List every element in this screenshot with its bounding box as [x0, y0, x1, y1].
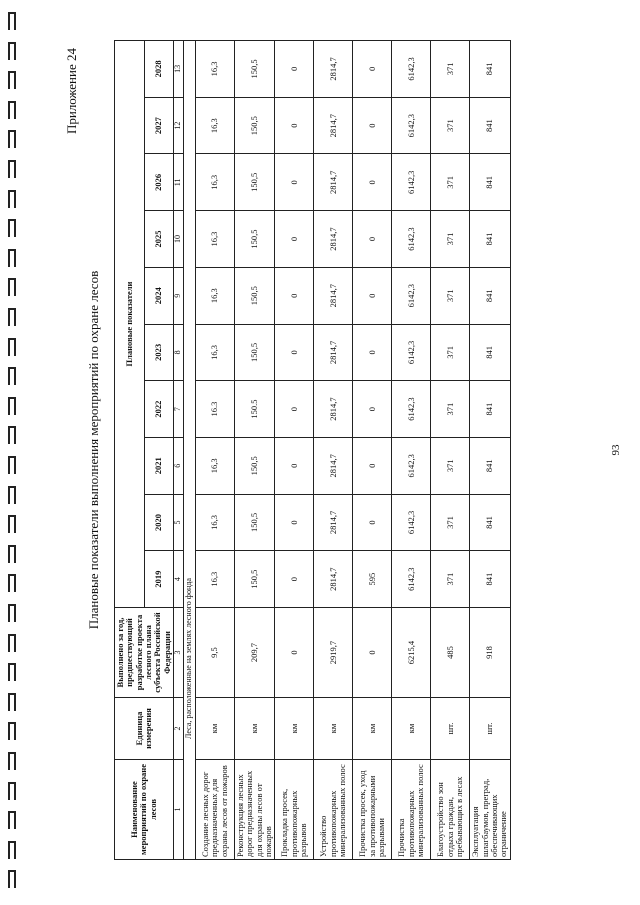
binder-hole-icon: [8, 722, 16, 740]
binder-hole-icon: [8, 249, 16, 267]
row-value: 6142,3: [392, 324, 431, 381]
header-year: 2024: [144, 267, 174, 324]
table-row: [196, 41, 235, 860]
binder-hole-icon: [8, 130, 16, 148]
header-unit: Единица измерения: [115, 698, 174, 760]
row-value: 0: [353, 494, 392, 551]
row-value: 371: [431, 154, 470, 211]
row-unit: шт.: [431, 698, 470, 760]
header-plan: Плановые показатели: [115, 41, 145, 608]
binder-hole-icon: [8, 71, 16, 89]
column-number: 9: [174, 267, 184, 324]
binder-hole-icon: [8, 545, 16, 563]
row-value: 0: [353, 437, 392, 494]
row-value: 2814,7: [314, 211, 353, 268]
binder-hole-icon: [8, 634, 16, 652]
row-value: 0: [275, 381, 314, 438]
column-number: 6: [174, 437, 184, 494]
column-number: 1: [174, 760, 184, 860]
header-year: 2021: [144, 437, 174, 494]
row-value: 841: [470, 41, 510, 98]
row-name: Создание лесных дорог предназначенных для охраны лесов от пожаров: [196, 760, 235, 860]
section-row: [184, 41, 196, 860]
row-value: 0: [353, 97, 392, 154]
row-value: 16,3: [196, 41, 235, 98]
row-unit: км: [196, 698, 235, 760]
row-name: Благоустройство зон отдыха граждан, пребывающих в лесах: [431, 760, 470, 860]
row-value: 16,3: [196, 437, 235, 494]
binder-hole-icon: [8, 397, 16, 415]
row-value: 0: [275, 551, 314, 608]
row-value: 841: [470, 154, 510, 211]
column-number: 10: [174, 211, 184, 268]
row-value: 2814,7: [314, 437, 353, 494]
row-value: 841: [470, 211, 510, 268]
binder-hole-icon: [8, 841, 16, 859]
row-value: 0: [275, 97, 314, 154]
row-value: 841: [470, 494, 510, 551]
row-value: 371: [431, 324, 470, 381]
row-value: 371: [431, 494, 470, 551]
row-value: 0: [353, 154, 392, 211]
row-value: 2814,7: [314, 154, 353, 211]
row-value: 0: [275, 211, 314, 268]
row-value: 16,3: [196, 211, 235, 268]
row-value: 150,5: [235, 494, 275, 551]
row-value: 371: [431, 551, 470, 608]
row-value: 150,5: [235, 267, 275, 324]
row-value: 2814,7: [314, 267, 353, 324]
binder-hole-icon: [8, 515, 16, 533]
row-value: 2814,7: [314, 324, 353, 381]
binder-hole-icon: [8, 693, 16, 711]
row-value: 2814,7: [314, 551, 353, 608]
row-value: 371: [431, 41, 470, 98]
binder-hole-icon: [8, 308, 16, 326]
row-value: 841: [470, 97, 510, 154]
row-value: 0: [275, 41, 314, 98]
row-value: 0: [275, 267, 314, 324]
binder-hole-icon: [8, 338, 16, 356]
row-value: 0: [353, 41, 392, 98]
row-value: 2814,7: [314, 381, 353, 438]
row-value: 0: [275, 324, 314, 381]
binder-hole-icon: [8, 160, 16, 178]
table-row: [235, 41, 275, 860]
row-done: 6215,4: [392, 608, 431, 698]
table-row: [275, 41, 314, 860]
header-done: Выполнено за год, предшествующий разработке проекта лесного плана субъекта Российской Федерации: [115, 608, 174, 698]
binder-hole-icon: [8, 811, 16, 829]
row-value: 0: [353, 267, 392, 324]
header-year: 2022: [144, 381, 174, 438]
row-value: 6142,3: [392, 97, 431, 154]
binder-hole-icon: [8, 486, 16, 504]
binder-hole-icon: [8, 101, 16, 119]
row-value: 6142,3: [392, 267, 431, 324]
column-number: 12: [174, 97, 184, 154]
binder-hole-icon: [8, 12, 16, 30]
rotated-page: [58, 30, 622, 870]
table-row: [431, 41, 470, 860]
row-value: 150,5: [235, 97, 275, 154]
page-number: 93: [610, 444, 622, 456]
row-value: 150,5: [235, 211, 275, 268]
header-name: Наименование мероприятий по охране лесов: [115, 760, 174, 860]
table-row: [470, 41, 510, 860]
table-row: [392, 41, 431, 860]
row-name: Устройство противопожарных минерализованных полос: [314, 760, 353, 860]
row-name: Реконструкция лесных дорог предназначенных для охраны лесов от пожаров: [235, 760, 275, 860]
row-value: 16,3: [196, 494, 235, 551]
row-unit: км: [314, 698, 353, 760]
row-value: 16,3: [196, 97, 235, 154]
row-value: 6142,3: [392, 494, 431, 551]
header-year: 2023: [144, 324, 174, 381]
row-value: 150,5: [235, 154, 275, 211]
column-number: 8: [174, 324, 184, 381]
column-number: 3: [174, 608, 184, 698]
row-value: 6142,3: [392, 211, 431, 268]
row-value: 16,3: [196, 267, 235, 324]
row-value: 371: [431, 211, 470, 268]
row-value: 0: [353, 381, 392, 438]
row-name: Эксплуатация шлагбаумов, преград, обеспечивающих ограничение: [470, 760, 510, 860]
binder-hole-icon: [8, 604, 16, 622]
row-unit: км: [235, 698, 275, 760]
row-value: 150.5: [235, 381, 275, 438]
binder-hole-icon: [8, 870, 16, 888]
row-value: 595: [353, 551, 392, 608]
header-year: 2025: [144, 211, 174, 268]
header-year: 2028: [144, 41, 174, 98]
row-value: 841: [470, 324, 510, 381]
row-done: 9,5: [196, 608, 235, 698]
row-value: 6142,3: [392, 437, 431, 494]
row-done: 0: [353, 608, 392, 698]
binder-hole-icon: [8, 42, 16, 60]
row-done: 485: [431, 608, 470, 698]
appendix-label: Приложение 24: [64, 48, 79, 135]
row-unit: км: [275, 698, 314, 760]
column-number: 11: [174, 154, 184, 211]
binder-hole-icon: [8, 278, 16, 296]
binder-hole-icon: [8, 190, 16, 208]
row-value: 16.3: [196, 381, 235, 438]
row-value: 0: [275, 154, 314, 211]
header-year: 2020: [144, 494, 174, 551]
row-value: 16,3: [196, 154, 235, 211]
table-body: [174, 41, 511, 860]
row-value: 841: [470, 381, 510, 438]
section-label: Леса, расположенные на землях лесного фонда: [184, 41, 196, 860]
binder-holes: [8, 0, 28, 905]
row-name: Прочистка противопожарных минерализованных полос: [392, 760, 431, 860]
binder-hole-icon: [8, 219, 16, 237]
row-value: 841: [470, 437, 510, 494]
binder-hole-icon: [8, 426, 16, 444]
forest-protection-table: [114, 40, 511, 860]
table-row: [353, 41, 392, 860]
row-value: 371: [431, 97, 470, 154]
binder-hole-icon: [8, 574, 16, 592]
row-name: Прочистка просек, уход за противопожарными разрывами: [353, 760, 392, 860]
header-year: 2019: [144, 551, 174, 608]
row-value: 16,3: [196, 324, 235, 381]
row-value: 150,5: [235, 324, 275, 381]
row-value: 371: [431, 381, 470, 438]
binder-hole-icon: [8, 782, 16, 800]
row-value: 150,5: [235, 41, 275, 98]
row-done: 2919,7: [314, 608, 353, 698]
row-value: 6142,3: [392, 41, 431, 98]
row-value: 6142,3: [392, 154, 431, 211]
row-done: 918: [470, 608, 510, 698]
row-value: 0: [275, 437, 314, 494]
row-value: 2814,7: [314, 494, 353, 551]
page-title: Плановые показатели выполнения мероприятий по охране лесов: [86, 270, 101, 630]
row-value: 371: [431, 437, 470, 494]
column-number: 7: [174, 381, 184, 438]
binder-hole-icon: [8, 752, 16, 770]
row-done: 0: [275, 608, 314, 698]
row-value: 150,5: [235, 437, 275, 494]
header-year: 2027: [144, 97, 174, 154]
binder-hole-icon: [8, 367, 16, 385]
row-unit: шт.: [470, 698, 510, 760]
row-value: 2814,7: [314, 41, 353, 98]
row-value: 2814,7: [314, 97, 353, 154]
row-value: 0: [353, 211, 392, 268]
row-name: Прокладка просек, противопожарных разрывов: [275, 760, 314, 860]
column-number: 4: [174, 551, 184, 608]
row-value: 0: [353, 324, 392, 381]
row-unit: км: [353, 698, 392, 760]
row-unit: км: [392, 698, 431, 760]
row-value: 841: [470, 551, 510, 608]
row-value: 6142,3: [392, 551, 431, 608]
row-value: 371: [431, 267, 470, 324]
row-done: 209,7: [235, 608, 275, 698]
row-value: 150,5: [235, 551, 275, 608]
column-number: 2: [174, 698, 184, 760]
column-numbers-row: [174, 41, 184, 860]
row-value: 841: [470, 267, 510, 324]
row-value: 6142,3: [392, 381, 431, 438]
binder-hole-icon: [8, 663, 16, 681]
column-number: 13: [174, 41, 184, 98]
binder-hole-icon: [8, 456, 16, 474]
header-year: 2026: [144, 154, 174, 211]
row-value: 16,3: [196, 551, 235, 608]
row-value: 0: [275, 494, 314, 551]
table-row: [314, 41, 353, 860]
column-number: 5: [174, 494, 184, 551]
